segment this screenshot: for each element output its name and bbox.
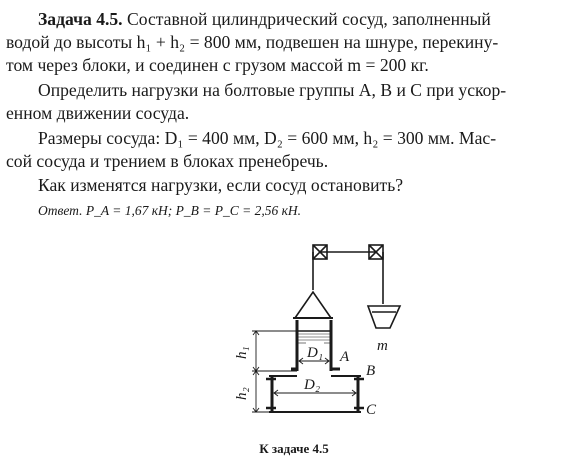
problem-line-6: Размеры сосуда: D₁ = 400 мм, D₂ = 600 мм, h₂ = 300 мм. Мас-: [38, 128, 497, 148]
label-B: B: [366, 363, 376, 379]
label-D2: D₂: [304, 377, 321, 393]
problem-number: Задача 4.5.: [38, 9, 123, 29]
label-A: A: [340, 349, 350, 365]
problem-line-2: водой до высоты h₁ + h₂ = 800 мм, подвешен на шнуре, перекину-: [6, 32, 499, 52]
figure-caption: К задаче 4.5: [259, 441, 329, 456]
problem-line-3: том через блоки, и соединен с грузом массой m = 200 кг.: [6, 55, 429, 75]
dimension-h: [252, 331, 298, 412]
label-D1: D₁: [307, 345, 324, 361]
problem-line-4: Определить нагрузки на болтовые группы A, B и C при ускор-: [38, 80, 507, 100]
weight-icon: [368, 306, 400, 328]
label-h2: h₂: [234, 387, 250, 400]
problem-line-5: енном движении сосуда.: [6, 103, 190, 123]
label-C: C: [366, 402, 377, 418]
vessel-cone: [295, 292, 331, 318]
water-hatching: [298, 334, 330, 343]
problem-line-7: сой сосуда и трением в блоках пренебречь.: [6, 151, 329, 171]
label-h1: h₁: [234, 346, 250, 359]
label-m: m: [377, 338, 388, 354]
answer-line: Ответ. P_A = 1,67 кН; P_B = P_C = 2,56 кН.: [38, 203, 302, 218]
problem-line-8: Как изменятся нагрузки, если сосуд остановить?: [38, 175, 404, 195]
problem-text-line: Составной цилиндрический сосуд, заполненный: [127, 9, 491, 29]
